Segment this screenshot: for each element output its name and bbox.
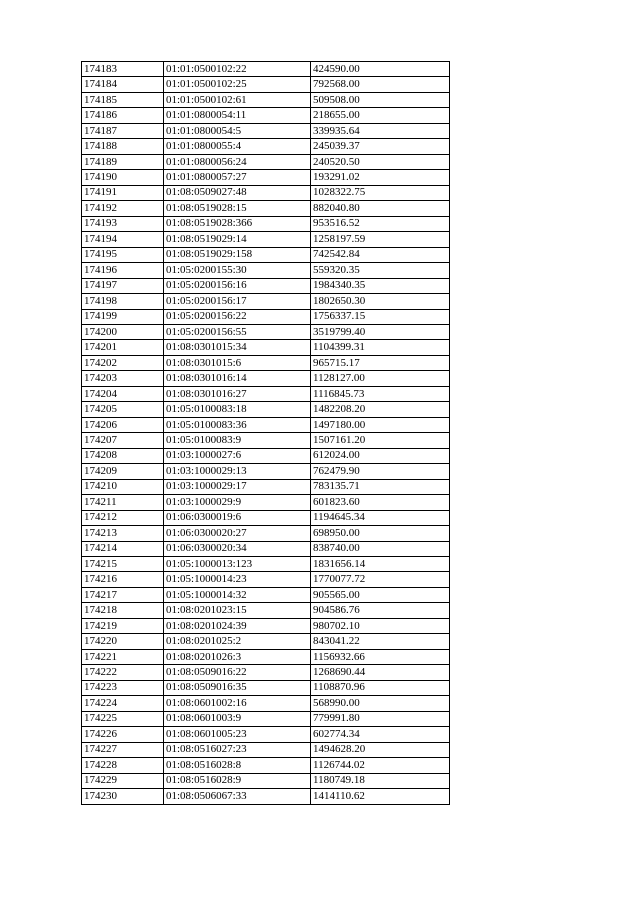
table-row [82,634,450,649]
value-cell: 904586.76 [311,603,450,618]
value-cell: 1414110.62 [311,789,450,804]
table-row [82,665,450,680]
row-number-cell: 174201 [82,340,164,355]
value-cell: 1268690.44 [311,665,450,680]
cadastral-number-cell: 01:08:0201025:2 [164,634,311,649]
row-number-cell: 174213 [82,526,164,541]
row-number-cell: 174223 [82,680,164,695]
value-cell: 1756337.15 [311,309,450,324]
row-number-cell: 174212 [82,510,164,525]
value-cell: 568990.00 [311,696,450,711]
value-cell: 698950.00 [311,526,450,541]
cadastral-number-cell: 01:05:1000014:23 [164,572,311,587]
row-number-cell: 174207 [82,433,164,448]
row-number-cell: 174194 [82,232,164,247]
cadastral-number-cell: 01:08:0601002:16 [164,696,311,711]
value-cell: 762479.90 [311,464,450,479]
data-table [81,61,450,805]
value-cell: 245039.37 [311,139,450,154]
row-number-cell: 174225 [82,711,164,726]
value-cell: 1507161.20 [311,433,450,448]
row-number-cell: 174214 [82,541,164,556]
table-row [82,572,450,587]
value-cell: 509508.00 [311,92,450,107]
cadastral-number-cell: 01:06:0300020:34 [164,541,311,556]
table-row [82,92,450,107]
table-row [82,263,450,278]
cadastral-number-cell: 01:08:0519028:15 [164,201,311,216]
table-row [82,62,450,77]
value-cell: 3519799.40 [311,324,450,339]
row-number-cell: 174209 [82,464,164,479]
table-row [82,727,450,742]
row-number-cell: 174186 [82,108,164,123]
row-number-cell: 174198 [82,294,164,309]
row-number-cell: 174199 [82,309,164,324]
cadastral-number-cell: 01:08:0509016:35 [164,680,311,695]
table-row [82,108,450,123]
table-row [82,201,450,216]
table-row [82,541,450,556]
cadastral-number-cell: 01:08:0301015:6 [164,355,311,370]
table-row [82,479,450,494]
table-row [82,170,450,185]
cadastral-number-cell: 01:08:0201023:15 [164,603,311,618]
value-cell: 602774.34 [311,727,450,742]
table-row [82,711,450,726]
value-cell: 612024.00 [311,448,450,463]
row-number-cell: 174183 [82,62,164,77]
row-number-cell: 174211 [82,495,164,510]
value-cell: 1156932.66 [311,649,450,664]
row-number-cell: 174188 [82,139,164,154]
table-row [82,355,450,370]
row-number-cell: 174218 [82,603,164,618]
table-row [82,510,450,525]
table-row [82,417,450,432]
cadastral-number-cell: 01:01:0800055:4 [164,139,311,154]
row-number-cell: 174185 [82,92,164,107]
cadastral-number-cell: 01:05:1000013:123 [164,557,311,572]
value-cell: 559320.35 [311,263,450,278]
table-row [82,696,450,711]
table-row [82,247,450,262]
cadastral-number-cell: 01:08:0506067:33 [164,789,311,804]
row-number-cell: 174229 [82,773,164,788]
cadastral-number-cell: 01:08:0301016:27 [164,386,311,401]
cadastral-number-cell: 01:01:0800054:5 [164,123,311,138]
table-row [82,448,450,463]
value-cell: 980702.10 [311,618,450,633]
row-number-cell: 174187 [82,123,164,138]
table-row [82,371,450,386]
row-number-cell: 174228 [82,758,164,773]
row-number-cell: 174226 [82,727,164,742]
row-number-cell: 174189 [82,154,164,169]
cadastral-number-cell: 01:08:0519029:158 [164,247,311,262]
cadastral-number-cell: 01:03:1000029:17 [164,479,311,494]
table-row [82,386,450,401]
cadastral-number-cell: 01:05:0100083:18 [164,402,311,417]
cadastral-number-cell: 01:01:0500102:61 [164,92,311,107]
row-number-cell: 174210 [82,479,164,494]
cadastral-number-cell: 01:05:0100083:9 [164,433,311,448]
row-number-cell: 174221 [82,649,164,664]
value-cell: 783135.71 [311,479,450,494]
value-cell: 424590.00 [311,62,450,77]
value-cell: 1497180.00 [311,417,450,432]
value-cell: 882040.80 [311,201,450,216]
value-cell: 1104399.31 [311,340,450,355]
cadastral-number-cell: 01:05:1000014:32 [164,587,311,602]
table-row [82,324,450,339]
row-number-cell: 174204 [82,386,164,401]
row-number-cell: 174192 [82,201,164,216]
value-cell: 1831656.14 [311,557,450,572]
table-row [82,294,450,309]
row-number-cell: 174205 [82,402,164,417]
table-row [82,278,450,293]
table-row [82,526,450,541]
value-cell: 240520.50 [311,154,450,169]
cadastral-number-cell: 01:06:0300020:27 [164,526,311,541]
value-cell: 843041.22 [311,634,450,649]
row-number-cell: 174203 [82,371,164,386]
cadastral-number-cell: 01:05:0200156:16 [164,278,311,293]
value-cell: 339935.64 [311,123,450,138]
table-row [82,123,450,138]
row-number-cell: 174222 [82,665,164,680]
table-row [82,495,450,510]
value-cell: 1108870.96 [311,680,450,695]
row-number-cell: 174200 [82,324,164,339]
cadastral-number-cell: 01:08:0509027:48 [164,185,311,200]
table-row [82,402,450,417]
cadastral-number-cell: 01:05:0200156:55 [164,324,311,339]
cadastral-number-cell: 01:08:0301015:34 [164,340,311,355]
row-number-cell: 174220 [82,634,164,649]
table-row [82,139,450,154]
row-number-cell: 174227 [82,742,164,757]
cadastral-number-cell: 01:03:1000029:13 [164,464,311,479]
value-cell: 1116845.73 [311,386,450,401]
value-cell: 1482208.20 [311,402,450,417]
table-row [82,587,450,602]
cadastral-number-cell: 01:01:0800057:27 [164,170,311,185]
row-number-cell: 174184 [82,77,164,92]
row-number-cell: 174219 [82,618,164,633]
table-row [82,618,450,633]
table-row [82,185,450,200]
row-number-cell: 174202 [82,355,164,370]
cadastral-number-cell: 01:03:1000027:6 [164,448,311,463]
value-cell: 1984340.35 [311,278,450,293]
cadastral-number-cell: 01:01:0500102:25 [164,77,311,92]
value-cell: 779991.80 [311,711,450,726]
value-cell: 193291.02 [311,170,450,185]
cadastral-number-cell: 01:08:0509016:22 [164,665,311,680]
row-number-cell: 174215 [82,557,164,572]
cadastral-number-cell: 01:08:0601005:23 [164,727,311,742]
value-cell: 1028322.75 [311,185,450,200]
row-number-cell: 174217 [82,587,164,602]
table-row [82,742,450,757]
value-cell: 1180749.18 [311,773,450,788]
value-cell: 601823.60 [311,495,450,510]
cadastral-number-cell: 01:08:0516028:8 [164,758,311,773]
cadastral-number-cell: 01:01:0800054:11 [164,108,311,123]
cadastral-number-cell: 01:06:0300019:6 [164,510,311,525]
table-row [82,216,450,231]
cadastral-number-cell: 01:05:0200155:30 [164,263,311,278]
value-cell: 838740.00 [311,541,450,556]
table-row [82,464,450,479]
table-row [82,232,450,247]
value-cell: 1128127.00 [311,371,450,386]
table-row [82,773,450,788]
cadastral-number-cell: 01:08:0601003:9 [164,711,311,726]
cadastral-number-cell: 01:08:0519028:366 [164,216,311,231]
table-row [82,603,450,618]
value-cell: 792568.00 [311,77,450,92]
row-number-cell: 174195 [82,247,164,262]
value-cell: 1494628.20 [311,742,450,757]
value-cell: 742542.84 [311,247,450,262]
value-cell: 1258197.59 [311,232,450,247]
row-number-cell: 174224 [82,696,164,711]
value-cell: 965715.17 [311,355,450,370]
value-cell: 1194645.34 [311,510,450,525]
table-row [82,557,450,572]
row-number-cell: 174197 [82,278,164,293]
cadastral-number-cell: 01:08:0516027:23 [164,742,311,757]
cadastral-number-cell: 01:05:0100083:36 [164,417,311,432]
cadastral-number-cell: 01:03:1000029:9 [164,495,311,510]
table-row [82,433,450,448]
table-row [82,154,450,169]
table-row [82,758,450,773]
value-cell: 1126744.02 [311,758,450,773]
value-cell: 1802650.30 [311,294,450,309]
cadastral-number-cell: 01:08:0516028:9 [164,773,311,788]
value-cell: 218655.00 [311,108,450,123]
table-body [82,62,450,805]
table-row [82,77,450,92]
value-cell: 905565.00 [311,587,450,602]
row-number-cell: 174196 [82,263,164,278]
cadastral-number-cell: 01:01:0800056:24 [164,154,311,169]
row-number-cell: 174191 [82,185,164,200]
row-number-cell: 174190 [82,170,164,185]
row-number-cell: 174206 [82,417,164,432]
cadastral-number-cell: 01:08:0301016:14 [164,371,311,386]
value-cell: 953516.52 [311,216,450,231]
table-row [82,340,450,355]
cadastral-number-cell: 01:05:0200156:22 [164,309,311,324]
row-number-cell: 174230 [82,789,164,804]
table-row [82,680,450,695]
value-cell: 1770077.72 [311,572,450,587]
cadastral-number-cell: 01:08:0201024:39 [164,618,311,633]
row-number-cell: 174208 [82,448,164,463]
table-row [82,789,450,804]
cadastral-number-cell: 01:08:0201026:3 [164,649,311,664]
cadastral-number-cell: 01:08:0519029:14 [164,232,311,247]
table-row [82,649,450,664]
cadastral-number-cell: 01:01:0500102:22 [164,62,311,77]
cadastral-number-cell: 01:05:0200156:17 [164,294,311,309]
row-number-cell: 174216 [82,572,164,587]
row-number-cell: 174193 [82,216,164,231]
table-row [82,309,450,324]
